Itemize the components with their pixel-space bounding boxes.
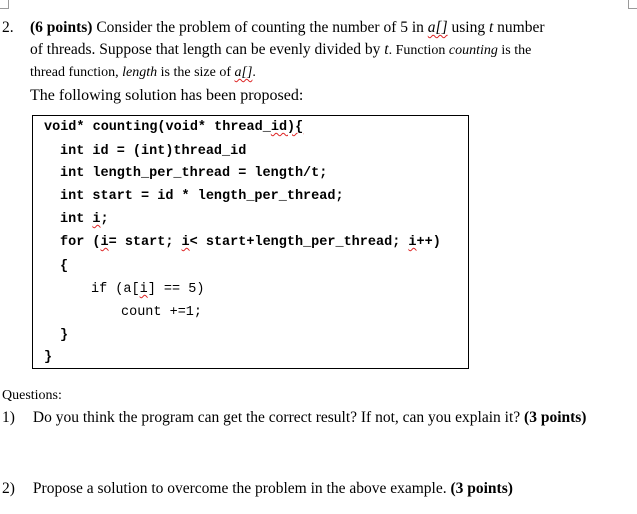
code-line8-a: if (a[ [91, 282, 140, 297]
code-line-4: int start = id * length_per_thread; [60, 189, 344, 204]
question-number: 2. [2, 19, 14, 36]
question-line-2 [30, 40, 531, 61]
question-intro-c: number [493, 19, 545, 36]
code-line-10: } [60, 328, 69, 343]
thread-count-var-1: t [488, 19, 494, 36]
code-line8-c: ] == 5) [147, 282, 205, 297]
question-line-3 [30, 63, 256, 83]
code-line8-b: i [139, 282, 148, 297]
code-line-11: } [44, 350, 53, 365]
array-name-1: a[] [427, 19, 448, 36]
code-line1-a: void* counting(void* thread_ [44, 120, 271, 135]
question-line2-c: is the [497, 43, 532, 58]
question-points: (6 points) [30, 19, 93, 36]
question-line3-c: . [252, 65, 256, 80]
thread-count-var-2: t [384, 41, 389, 58]
length-word: length [122, 65, 158, 80]
code-line-9: count +=1; [121, 305, 203, 320]
question-1-text: Do you think the program can get the correct result? If not, can you explain it? [32, 409, 525, 426]
code-line6-g: ++) [416, 235, 441, 250]
question-2 [2, 479, 513, 499]
questions-heading: Questions: [2, 388, 62, 403]
code-line5-c: ; [100, 212, 109, 227]
code-line-7: { [60, 259, 69, 274]
code-line6-c: = start; [108, 235, 182, 250]
question-line3-a: thread function, [30, 65, 123, 80]
question-line2-b: . Function [388, 43, 449, 58]
code-line6-b: i [100, 235, 109, 250]
question-line3-b: is the size of [157, 65, 235, 80]
code-line-3: int length_per_thread = length/t; [60, 166, 328, 181]
code-line6-f: i [408, 235, 417, 250]
code-line-5 [60, 212, 109, 228]
code-line-6 [60, 235, 441, 251]
question-1-number: 1) [2, 409, 15, 426]
code-line1-b: id){ [270, 120, 304, 135]
code-line-1 [44, 120, 303, 136]
code-line5-a: int [60, 212, 93, 227]
code-line-2: int id = (int)thread_id [60, 144, 247, 159]
page-corner-mark-right [628, 0, 637, 9]
code-line-8 [91, 282, 204, 298]
page-corner-mark-left [0, 0, 9, 9]
question-1 [2, 408, 586, 428]
question-1-points: (3 points) [524, 409, 587, 426]
question-line-1 [30, 18, 545, 38]
code-line6-e: < start+length_per_thread; [189, 235, 409, 250]
question-2-number: 2) [2, 480, 15, 497]
array-name-2: a[] [234, 65, 253, 80]
question-intro-b: using [447, 19, 489, 36]
question-2-text: Propose a solution to overcome the problem in the above example. [32, 480, 451, 497]
code-line6-a: for ( [60, 235, 101, 250]
question-line2-a: of threads. Suppose that length can be evenly divided by [30, 41, 385, 58]
code-line6-d: i [181, 235, 190, 250]
question-2-points: (3 points) [450, 480, 513, 497]
question-line-4: The following solution has been proposed: [30, 87, 304, 104]
question-intro-a: Consider the problem of counting the number of 5 in [92, 19, 428, 36]
code-line5-b: i [92, 212, 101, 227]
counting-word: counting [448, 43, 498, 58]
